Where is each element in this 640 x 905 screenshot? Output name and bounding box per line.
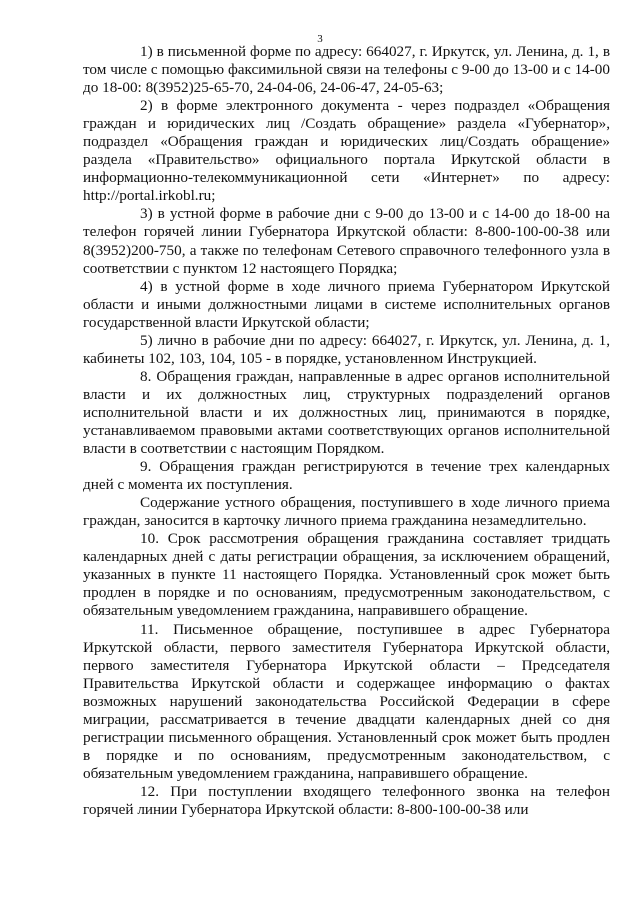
paragraph-section-9-oral-content: Содержание устного обращения, поступившего в ходе личного приема граждан, заносится в карточку личного приема гражданина незамедлительно. bbox=[83, 494, 610, 530]
paragraph-section-12: 12. При поступлении входящего телефонного звонка на телефон горячей линии Губернатора Иркутской области: 8-800-100-00-38 или bbox=[83, 782, 610, 818]
paragraph-item-3-oral-hotline: 3) в устной форме в рабочие дни с 9-00 до 13-00 и с 14-00 до 18-00 на телефон горячей линии Губернатора Иркутской области: 8-800-100-00-38 или 8(3952)200-750, а также по телефонам Сетевого справочного телефонного узла в соответствии с пунктом 12 настоящего Порядка; bbox=[83, 205, 610, 277]
paragraph-section-9: 9. Обращения граждан регистрируются в течение трех календарных дней с момента их поступления. bbox=[83, 458, 610, 494]
paragraph-item-5-in-person: 5) лично в рабочие дни по адресу: 664027, г. Иркутск, ул. Ленина, д. 1, кабинеты 102, 103, 104, 105 - в порядке, установленном Инструкцией. bbox=[83, 331, 610, 367]
paragraph-item-4-personal-reception: 4) в устной форме в ходе личного приема Губернатором Иркутской области и иными должностными лицами в системе исполнительных органов государственной власти Иркутской области; bbox=[83, 277, 610, 331]
paragraph-item-2-electronic-form: 2) в форме электронного документа - через подраздел «Обращения граждан и юридических лиц /Создать обращение» раздела «Губернатор», подраздел «Обращения граждан и юридических лиц/Создать обращение» раздела «Правительство» официального портала Иркутской области в информационно-телекоммуникационной сети «Интернет» по адресу: http://portal.irkobl.ru; bbox=[83, 97, 610, 205]
paragraph-section-8: 8. Обращения граждан, направленные в адрес органов исполнительной власти и их должностных лиц, структурных подразделений органов исполнительной власти и их должностных лиц, принимаются в порядке, устанавливаемом правовыми актами соответствующих органов исполнительной власти в соответствии с настоящим Порядком. bbox=[83, 367, 610, 458]
paragraph-item-1-written-form: 1) в письменной форме по адресу: 664027, г. Иркутск, ул. Ленина, д. 1, в том числе с помощью факсимильной связи на телефоны с 9-00 до 13-00 и с 14-00 до 18-00: 8(3952)25-65-70, 24-04-06, 24-06-47, 24-05-63; bbox=[83, 43, 610, 97]
document-body bbox=[83, 43, 610, 819]
page-number: 3 bbox=[317, 33, 323, 45]
paragraph-section-11: 11. Письменное обращение, поступившее в адрес Губернатора Иркутской области, первого заместителя Губернатора Иркутской области, первого заместителя Губернатора Иркутской области – Председателя Правительства Иркутской области и содержащее информацию о фактах возможных нарушений законодательства Российской Федерации в сфере миграции, рассматривается в течение двадцати календарных дней со дня регистрации письменного обращения. Установленный срок может быть продлен в порядке и по основаниям, предусмотренным законодательством, с обязательным уведомлением гражданина, направившего обращение. bbox=[83, 620, 610, 782]
paragraph-section-10: 10. Срок рассмотрения обращения гражданина составляет тридцать календарных дней с даты регистрации обращения, за исключением обращений, указанных в пункте 11 настоящего Порядка. Установленный срок может быть продлен в порядке и по основаниям, предусмотренным законодательством, с обязательным уведомлением гражданина, направившего обращение. bbox=[83, 530, 610, 620]
